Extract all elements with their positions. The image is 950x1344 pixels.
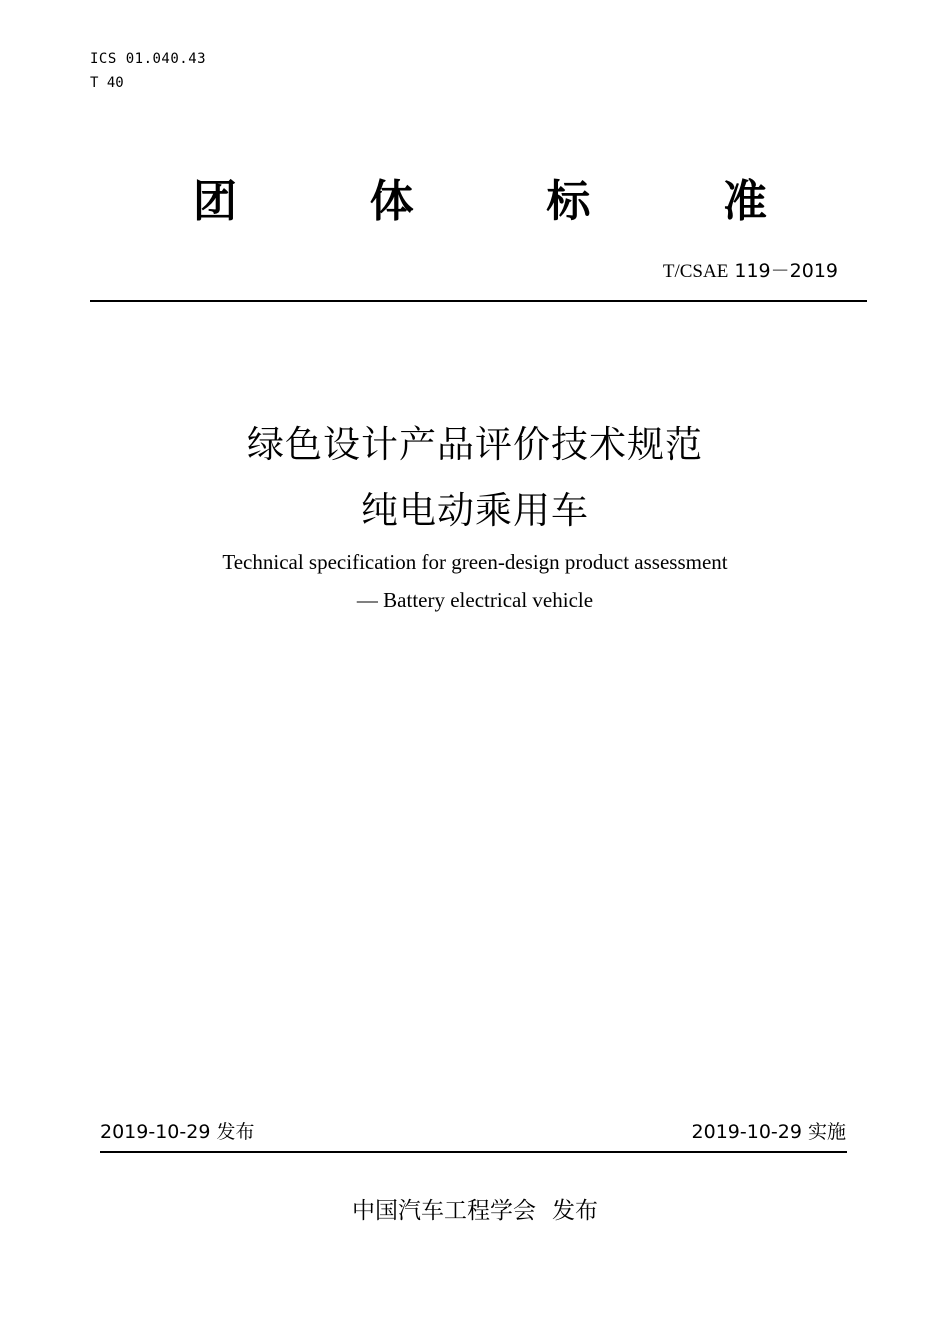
ccs-code: T 40 bbox=[90, 75, 124, 91]
publisher-name: 中国汽车工程学会 bbox=[352, 1198, 536, 1224]
implement-date-line bbox=[692, 1118, 846, 1146]
implement-date: 2019-10-29 bbox=[691, 1121, 802, 1143]
standard-type-char: 体 bbox=[369, 176, 414, 227]
ics-code: ICS 01.040.43 bbox=[90, 51, 207, 67]
issue-date-line bbox=[100, 1118, 254, 1146]
publisher-action: 发布 bbox=[552, 1198, 598, 1224]
standard-number-prefix: T/CSAE bbox=[662, 261, 729, 282]
standard-type-heading bbox=[170, 172, 790, 232]
implement-label: 实施 bbox=[807, 1121, 846, 1143]
title-en-line1: Technical specification for green-design product assessment bbox=[222, 550, 728, 574]
publisher-line bbox=[0, 1194, 950, 1228]
standard-type-char: 准 bbox=[722, 176, 767, 227]
standard-number-value: 119－2019 bbox=[734, 260, 838, 282]
top-divider bbox=[90, 300, 867, 302]
bottom-divider bbox=[100, 1151, 847, 1153]
standard-type-char: 团 bbox=[193, 176, 237, 227]
standard-type-char: 标 bbox=[546, 176, 591, 227]
issue-date: 2019-10-29 bbox=[100, 1121, 211, 1143]
title-cn-line1: 绿色设计产品评价技术规范 bbox=[247, 423, 703, 466]
title-cn-line2: 纯电动乘用车 bbox=[361, 489, 589, 532]
issue-label: 发布 bbox=[216, 1121, 255, 1143]
title-en-line2: — Battery electrical vehicle bbox=[356, 588, 594, 612]
standard-number bbox=[663, 258, 838, 285]
